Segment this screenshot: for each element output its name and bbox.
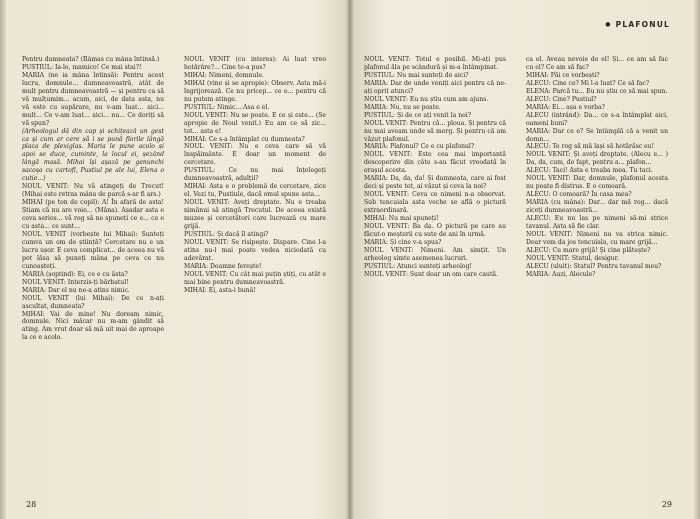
dialogue-line: NOUL VENIT: Dar, domnule, plafonul acesta nu poate fi distrus. E o comoară. bbox=[526, 175, 668, 191]
dialogue-line: MARIA: Plafonul? Ce e cu plafonul? bbox=[364, 143, 475, 151]
column-1 bbox=[22, 56, 164, 496]
column-3 bbox=[364, 56, 506, 496]
dialogue-line: MARIA: Doamne ferește! bbox=[184, 262, 262, 270]
dialogue-line: MIHAI: Ei, asta-i bună! bbox=[184, 286, 256, 294]
dialogue-line: MARIA (șoptind): Ei, ce e cu ăsta? bbox=[22, 270, 128, 278]
dialogue-line: MIHAI: Păi ce vorbești? bbox=[526, 71, 600, 79]
dialogue-line: MIHAI (pe ton de copil): A! În afară de asta! Știam că nu are voie... (Mâna). Așadar asta e ceva serios... vă rog să ne spuneți ce e... ce e cu asta... ce sunt... bbox=[22, 199, 164, 231]
dialogue-line: MARIA: Dar ce e? Se întâmplă că a venit un domn... bbox=[526, 127, 668, 143]
right-page bbox=[350, 0, 700, 519]
page-number-left: 28 bbox=[26, 500, 37, 509]
dialogue-line: NOUL VENIT: Nu e ceva care să vă înspăimânte. E doar un moment de cercetare. bbox=[184, 143, 326, 167]
dialogue-line: MIHAI (vine și se apropie): Observ. Asta mă-i îngrijorează. Ce nu pricep... ce e... pentru că nu putem atinge. bbox=[184, 79, 326, 103]
dialogue-line: MARIA (cu mâna): Dar... dar mă rog... dacă ziceți dumneavoastră... bbox=[526, 199, 668, 215]
dialogue-line: MARIA: Și cine v-a spus? bbox=[364, 238, 442, 246]
dialogue-line: PUSTIUL: Și dacă îl atingi? bbox=[184, 230, 269, 238]
dialogue-line: NOUL VENIT: Nimeni nu va strica nimic. Doar vom da jos tencuiala, cu mare grijă... bbox=[526, 230, 668, 246]
dialogue-line: NOUL VENIT: Pentru că... ploua. Și pentru că nu mai aveam unde să merg. Și pentru că am văzut plafonul. bbox=[364, 119, 506, 143]
bullet-icon: ● bbox=[605, 21, 612, 28]
dialogue-line: MIHAI: Asta e o problemă de cercetare, zice el. Vezi tu, Pustiule, dacă omul spune asta... bbox=[184, 183, 326, 199]
dialogue-line: MARIA: Ei... așa e vorba? bbox=[526, 103, 605, 111]
dialogue-line: NOUL VENIT: Cu cât mai puțin știți, cu atât e mai bine pentru dumneavoastră. bbox=[184, 270, 326, 286]
dialogue-line: ALECU: Taci! Asta e treaba mea. Tu taci. bbox=[526, 167, 653, 175]
dialogue-line: NOUL VENIT: Aveți dreptate. Nu e treaba nimănui să atingă Trecutul. De aceea există muzee și cercetători care lucrează cu mare grijă. bbox=[184, 199, 326, 231]
dialogue-line: NOUL VENIT: Interzis-ți bărbatul! bbox=[22, 278, 129, 286]
dialogue-line: Pentru dumneata? (Râmas cu mâna întinsă.) bbox=[22, 56, 160, 63]
dialogue-line: ALECU: Eu nu las pe nimeni să-mi strice tavanul. Asta să fie clar. bbox=[526, 215, 668, 231]
dialogue-line: MARIA: Dar de unde veniți aici pentru că ne-ați oprit atunci? bbox=[364, 79, 506, 95]
dialogue-line: ALECU: Cine ce? Mi l-a luat? Ce să fac? bbox=[526, 79, 650, 87]
dialogue-line: MARIA: Nu, nu se poate. bbox=[364, 103, 441, 111]
dialogue-line: NOUL VENIT: Nimeni. Am simțit. Un arheolog simte asemenea lucruri. bbox=[364, 246, 506, 262]
dialogue-line: PUSTIUL: Nimic... Asa e el. bbox=[184, 103, 270, 111]
dialogue-line: NOUL VENIT: Este cea mai importantă descoperire din câte s-au făcut vreodată în orașul acesta. bbox=[364, 151, 506, 175]
dialogue-line: PUSTIUL: Nu mai sunteți de aici? bbox=[364, 71, 469, 79]
dialogue-line: NOUL VENIT: Eu nu știu cum am ajuns. bbox=[364, 95, 489, 103]
page-number-right: 29 bbox=[661, 500, 672, 509]
dialogue-line: NOUL VENIT: Nu se poate. E ce și este... (Se apropie de Noul venit.) Eu am ce să zic... tot... asta e! bbox=[184, 111, 326, 135]
dialogue-line: ca el. Aveau nevoie de el! Și... ce am să fac cu el? Ce am să fac? bbox=[526, 56, 668, 71]
dialogue-line: NOUL VENIT (vorbește lui Mihai): Sunteți cumva un om de știință? Cercetare nu e un lucru ușor. E ceva complicat... de aceea nu vă pot lăsa să puneți mâna pe ceva ce nu cunoașteți. bbox=[22, 230, 164, 270]
dialogue-line: ALECU: Cine? Pustiul? bbox=[526, 95, 597, 103]
running-head-text: PLAFONUL bbox=[615, 20, 670, 29]
dialogue-line: ALECU: O comoară? În casa mea? bbox=[526, 191, 632, 199]
dialogue-line: PUSTIUL: Atunci sunteți arheolog! bbox=[364, 262, 472, 270]
dialogue-line: MIHAI: Nu mai spuneți! bbox=[364, 215, 439, 223]
dialogue-line: PUSTIUL: Ia-le, mamico! Ce mai stai?! bbox=[22, 63, 142, 71]
dialogue-line: NOUL VENIT: Totul e posibil. Mi-ați pus plafonul ăla pe scândură și m-a întâmpinat. bbox=[364, 56, 506, 71]
dialogue-line: ALECU: Te rog să mă lași să hotărăsc eu! bbox=[526, 143, 655, 151]
dialogue-line: NOUL VENIT: Ceva ce nimeni n-a observat. Sub tencuiala asta veche se află o pictură extraordinară. bbox=[364, 191, 506, 215]
dialogue-line: NOUL VENIT (lui Mihai): De ce n-ați ascultat, dumneata? bbox=[22, 294, 164, 310]
dialogue-line: NOUL VENIT: Sunt doar un om care caută. bbox=[364, 270, 498, 278]
dialogue-line: NOUL VENIT: Și aveți dreptate. (Alecu e... ) Da, da, cum, de fapt, pentru a... plafon... bbox=[526, 151, 668, 167]
column-2 bbox=[184, 56, 326, 496]
dialogue-line: PUSTIUL: Și de ce ați venit la noi? bbox=[364, 111, 472, 119]
dialogue-line: MARIA: Dar el nu ne-a atins nimic. bbox=[22, 286, 130, 294]
dialogue-line: PUSTIUL: Ce nu mai înțelegeți dumneavoastră, adulții? bbox=[184, 167, 326, 183]
dialogue-line: ALECU: Cu mare grijă! Și cine plătește? bbox=[526, 246, 651, 254]
dialogue-line: NOUL VENIT: Statul, desigur. bbox=[526, 254, 619, 262]
dialogue-line: NOUL VENIT: Nu vă atingeți de Trecut! (Mihai este retras mâna de parcă s-ar fi ars.) bbox=[22, 183, 164, 199]
dialogue-line: NOUL VENIT: Se risipește. Dispare. Cine l-a atins nu-l mai poate vedea niciodată cu adevărat. bbox=[184, 238, 326, 262]
dialogue-line: ALECU (intrând): Da... ce s-a întâmplat aici, oameni buni? bbox=[526, 111, 668, 127]
dialogue-line: ALECU (uluit): Statul? Pentru tavanul meu? bbox=[526, 262, 662, 270]
dialogue-line: MIHAI: Ce s-a întâmplat cu dumneata? bbox=[184, 135, 305, 143]
dialogue-line: (Arheologul dă din cap și schițează un gest ca și cum ar cere să i se pună florile lângă placa de plexiglas. Maria le pune acolo și apoi se duce, cuminte, la locul ei, șezând lângă masă. Mihai își așază pe genunchi sacoșa cu cartofi, Pustiul pe ale lui, Elena o cutie...) bbox=[22, 127, 164, 183]
dialogue-line: NOUL VENIT (cu interes): Ai luat vreo hotărâre?... Cine te-a pus? bbox=[184, 56, 326, 71]
dialogue-line: MARIA: Auzi, Alecule? bbox=[526, 270, 596, 278]
dialogue-line: MARIA (ne ia mâna întinsă): Pentru acest lucru, domnule... dumneavoastră, atât de mult pentru dumneavoastră — și pentru ca să vă mulțumim... acum, aici, de data asta, nu vă este cu supărare, nu v-am luat... aici... mult... Ce v-am luat... aici... nu... Ce doriți să vă spun? bbox=[22, 71, 164, 127]
dialogue-line: ELENA: Parcă tu... Eu nu știu ce să mai spun. bbox=[526, 87, 668, 95]
running-head bbox=[605, 20, 670, 29]
dialogue-line: MIHAI: Vai de mine! Nu doream nimic, domnule. Nici măcar nu m-am gândit să ating. Am vrut doar să mă uit mai de aproape la ce e acolo. bbox=[22, 310, 164, 342]
column-4 bbox=[526, 56, 668, 496]
dialogue-line: MARIA: Da, da, da! Și dumneata, care ai fost deci și peste tot, ai văzut și ceva la noi? bbox=[364, 175, 506, 191]
dialogue-line: NOUL VENIT: Ba da. O pictură pe care au făcut-o meșterii cu sute de ani în urmă. bbox=[364, 223, 506, 238]
dialogue-line: MIHAI: Nimeni, domnule. bbox=[184, 71, 264, 79]
